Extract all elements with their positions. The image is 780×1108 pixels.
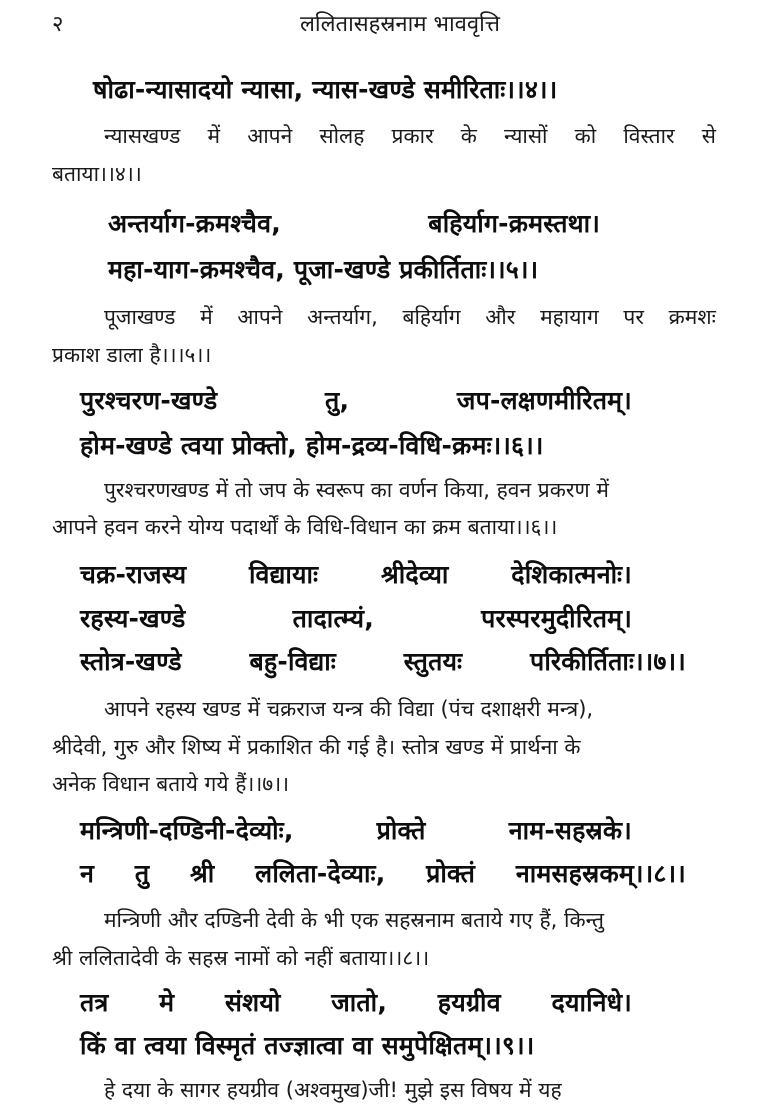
- verse-5-line-2: महा-याग-क्रमश्चैव, पूजा-खण्डे प्रकीर्तिताः।।५।।: [108, 255, 539, 284]
- verse-7-line-2: [80, 601, 632, 635]
- word: में: [207, 124, 221, 148]
- commentary-4-line-2: बताया।।४।।: [52, 162, 142, 186]
- commentary-9-line-1: हे दया के सागर हयग्रीव (अश्वमुख)जी! मुझे इस विषय में यह: [104, 1078, 562, 1102]
- verse-segment: चक्र-राजस्य: [80, 560, 187, 589]
- page-header: [0, 6, 780, 42]
- verse-segment: जातो,: [331, 988, 388, 1017]
- commentary-7-line-3: अनेक विधान बताये गये हैं।।७।।: [52, 772, 290, 796]
- word: क्रमशः: [668, 305, 716, 329]
- verse-segment: प्रोक्तं: [426, 859, 476, 888]
- verse-segment: ललिता-देव्याः,: [255, 859, 386, 888]
- verse-segment: तु,: [325, 386, 350, 415]
- word: महायाग: [540, 305, 599, 329]
- verse-segment: परस्परमुदीरितम्।: [481, 604, 632, 633]
- verse-segment: बहिर्याग-क्रमस्तथा।: [428, 209, 600, 238]
- verse-segment: विद्यायाः: [249, 560, 319, 589]
- page-number: २: [52, 12, 64, 37]
- commentary-5-line-1: [104, 303, 716, 331]
- verse-segment: स्तोत्र-खण्डे: [80, 647, 182, 676]
- verse-segment: हयग्रीव: [437, 988, 501, 1017]
- verse-4-line-2: षोढा-न्यासादयो न्यासा, न्यास-खण्डे समीरिताः।।४।।: [93, 75, 558, 104]
- verse-segment: तत्र: [80, 988, 109, 1017]
- word: में: [200, 305, 213, 329]
- verse-segment: श्रीदेव्या: [381, 560, 449, 589]
- verse-segment: तु: [134, 859, 150, 888]
- verse-segment: दयानिधे।: [551, 988, 632, 1017]
- verse-segment: तादात्म्यं,: [292, 604, 374, 633]
- word: सोलह: [319, 124, 365, 148]
- commentary-7-line-1: आपने रहस्य खण्ड में चक्रराज यन्त्र की विद्या (पंच दशाक्षरी मन्त्र),: [104, 697, 594, 721]
- verse-segment: रहस्य-खण्डे: [80, 604, 186, 633]
- word: और: [485, 305, 516, 329]
- word: आपने: [237, 305, 283, 329]
- verse-segment: न: [80, 859, 95, 888]
- verse-segment: स्तुतयः: [403, 647, 463, 676]
- verse-segment: श्री: [190, 859, 215, 888]
- verse-7-line-1: [80, 557, 632, 591]
- commentary-4-line-1: [104, 122, 716, 150]
- word: पूजाखण्ड: [104, 305, 176, 329]
- verse-segment: बहु-विद्याः: [249, 647, 337, 676]
- word: न्यासखण्ड: [104, 124, 181, 148]
- verse-segment: मन्त्रिणी-दण्डिनी-देव्योः,: [80, 816, 294, 845]
- word: बहिर्याग: [402, 305, 461, 329]
- verse-segment: मे: [159, 988, 175, 1017]
- verse-segment: पुरश्चरण-खण्डे: [80, 386, 218, 415]
- word: विस्तार: [623, 124, 675, 148]
- running-title: ललितासहस्रनाम भाववृत्ति: [300, 12, 500, 37]
- verse-8-line-1: [80, 813, 632, 847]
- commentary-6-line-2: आपने हवन करने योग्य पदार्थों के विधि-विधान का क्रम बताया।।६।।: [52, 515, 558, 539]
- verse-segment: परिकीर्तिताः।।७।।: [530, 647, 686, 676]
- word: न्यासों: [504, 124, 548, 148]
- verse-segment: नाम-सहस्रके।: [508, 816, 632, 845]
- word: के: [460, 124, 477, 148]
- verse-9-line-1: [80, 985, 632, 1019]
- word: प्रकार: [391, 124, 434, 148]
- word: पर: [623, 305, 644, 329]
- verse-segment: जप-लक्षणमीरितम्।: [456, 386, 632, 415]
- verse-segment: नामसहस्रकम्।।८।।: [515, 859, 686, 888]
- verse-segment: अन्तर्याग-क्रमश्चैव,: [108, 209, 281, 238]
- verse-7-line-3: [80, 644, 686, 678]
- verse-9-line-2: किं वा त्वया विस्मृतं तज्ज्ञात्वा वा समुपेक्षितम्।।९।।: [80, 1031, 535, 1060]
- verse-6-line-1: [80, 383, 632, 417]
- word: से: [701, 124, 716, 148]
- verse-6-line-2: होम-खण्डे त्वया प्रोक्तो, होम-द्रव्य-विधि-क्रमः।।६।।: [80, 431, 544, 460]
- verse-8-line-2: [80, 856, 686, 890]
- verse-segment: देशिकात्मनोः।: [511, 560, 632, 589]
- verse-segment: संशयो: [225, 988, 281, 1017]
- commentary-8-line-2: श्री ललितादेवी के सहस्र नामों को नहीं बताया।।८।।: [52, 946, 430, 970]
- commentary-8-line-1: मन्त्रिणी और दण्डिनी देवी के भी एक सहस्रनाम बताये गए हैं, किन्तु: [104, 908, 605, 932]
- commentary-7-line-2: श्रीदेवी, गुरु और शिष्य में प्रकाशित की गई है। स्तोत्र खण्ड में प्रार्थना के: [52, 735, 581, 759]
- verse-5-line-1: [108, 206, 600, 240]
- commentary-6-line-1: पुरश्चरणखण्ड में तो जप के स्वरूप का वर्णन किया, हवन प्रकरण में: [104, 478, 609, 502]
- word: आपने: [247, 124, 293, 148]
- commentary-5-line-2: प्रकाश डाला है।।।५।।: [52, 343, 212, 367]
- word: को: [574, 124, 597, 148]
- word: अन्तर्याग,: [307, 305, 378, 329]
- verse-segment: प्रोक्ते: [376, 816, 426, 845]
